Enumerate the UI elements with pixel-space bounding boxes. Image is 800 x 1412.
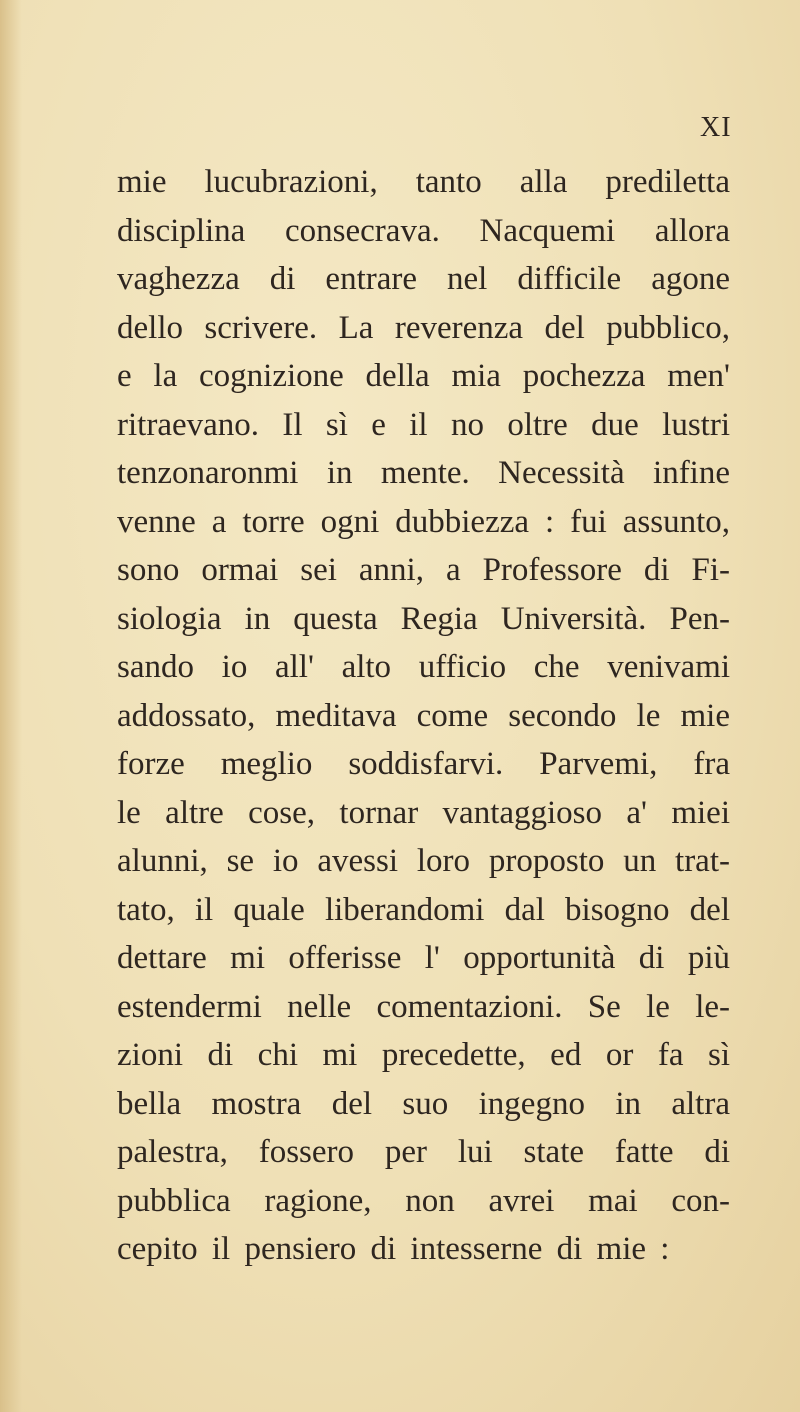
text-line: palestra, fossero per lui state fatte di <box>117 1134 730 1170</box>
text-line: le altre cose, tornar vantaggioso a' miei <box>117 794 730 831</box>
text-line: pubblica ragione, non avrei mai con- <box>117 1182 730 1219</box>
text-line: addossato, meditava come secondo le mie <box>117 697 730 734</box>
text-line: sono ormai sei anni, a Professore di Fi- <box>117 552 730 588</box>
body-text <box>117 158 730 1274</box>
text-line: tato, il quale liberandomi dal bisogno del <box>117 891 730 928</box>
text-line: ritraevano. Il sì e il no oltre due lustri <box>117 406 730 443</box>
page-edge-shadow <box>0 0 22 1412</box>
page-number: XI <box>700 112 732 143</box>
text-line: zioni di chi mi precedette, ed or fa sì <box>117 1037 730 1073</box>
text-line: disciplina consecrava. Nacquemi allora <box>117 212 730 249</box>
text-line: alunni, se io avessi loro proposto un trat- <box>117 843 730 879</box>
text-line: dello scrivere. La reverenza del pubblico, <box>117 309 730 346</box>
text-line: mie lucubrazioni, tanto alla prediletta <box>117 164 730 200</box>
text-line: dettare mi offerisse l' opportunità di più <box>117 940 730 976</box>
text-line: estendermi nelle comentazioni. Se le le- <box>117 988 730 1025</box>
text-line: bella mostra del suo ingegno in altra <box>117 1085 730 1122</box>
text-line: venne a torre ogni dubbiezza : fui assunto, <box>117 503 730 540</box>
text-line: forze meglio soddisfarvi. Parvemi, fra <box>117 746 730 782</box>
text-line: siologia in questa Regia Università. Pen- <box>117 600 730 637</box>
text-line: cepito il pensiero di intesserne di mie : <box>117 1231 670 1267</box>
text-line: tenzonaronmi in mente. Necessità infine <box>117 455 730 491</box>
text-line: e la cognizione della mia pochezza men' <box>117 358 730 394</box>
text-line: vaghezza di entrare nel difficile agone <box>117 261 730 297</box>
text-line: sando io all' alto ufficio che venivami <box>117 649 730 685</box>
